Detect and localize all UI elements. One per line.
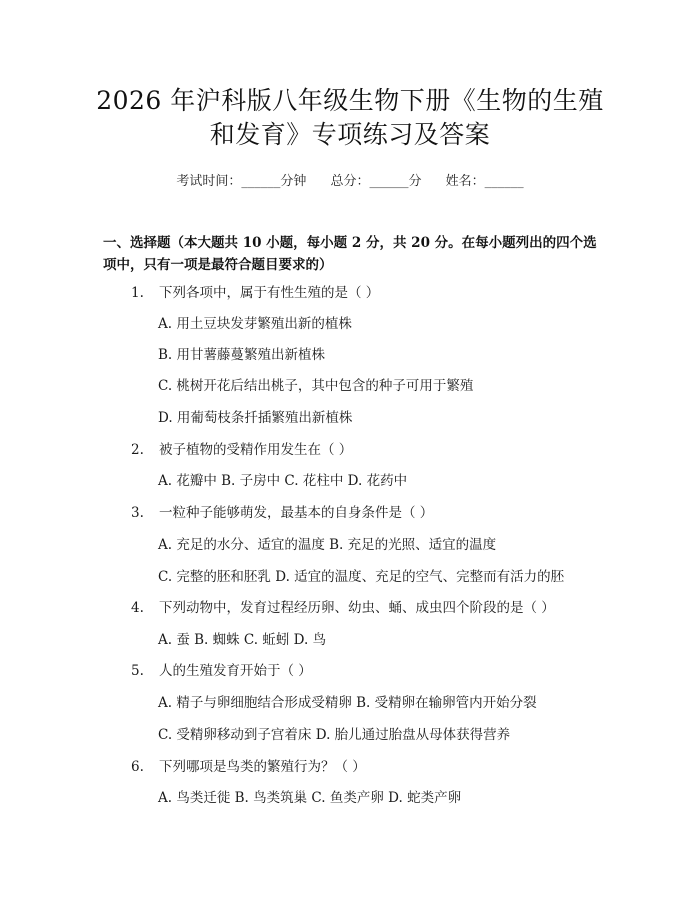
section-heading — [103, 232, 603, 276]
question-4 — [131, 599, 555, 617]
question-1-option-b: B. 用甘薯藤蔓繁殖出新植株 — [158, 347, 326, 363]
question-text: 被子植物的受精作用发生在（ ） — [159, 442, 353, 458]
page-title-line-2: 和发育》专项练习及答案 — [209, 120, 491, 149]
question-1-option-a: A. 用土豆块发芽繁殖出新的植株 — [158, 316, 352, 332]
question-5-options-line-1: A. 精子与卵细胞结合形成受精卵 B. 受精卵在输卵管内开始分裂 — [158, 695, 537, 711]
question-6-options: A. 鸟类迁徙 B. 鸟类筑巢 C. 鱼类产卵 D. 蛇类产卵 — [158, 790, 462, 806]
question-2-options: A. 花瓣中 B. 子房中 C. 花柱中 D. 花药中 — [158, 473, 408, 489]
question-text: 下列哪项是鸟类的繁殖行为？（ ） — [159, 759, 366, 775]
question-5-options-line-2: C. 受精卵移动到子宫着床 D. 胎儿通过胎盘从母体获得营养 — [158, 727, 511, 743]
question-text: 一粒种子能够萌发，最基本的自身条件是（ ） — [159, 505, 434, 521]
question-number: 3. — [131, 505, 144, 521]
question-number: 4. — [131, 600, 144, 616]
question-text: 下列各项中，属于有性生殖的是（ ） — [159, 285, 380, 301]
total-score-field: 总分：______分 — [330, 174, 422, 189]
exam-time-field: 考试时间：______分钟 — [176, 174, 307, 189]
question-text: 下列动物中，发育过程经历卵、幼虫、蛹、成虫四个阶段的是（ ） — [159, 600, 555, 616]
question-text: 人的生殖发育开始于（ ） — [159, 663, 312, 679]
section-heading-line-1: 一、选择题（本大题共 10 小题，每小题 2 分，共 20 分。在每小题列出的四个选 — [103, 235, 597, 251]
question-number: 1. — [131, 285, 144, 301]
question-6 — [131, 758, 366, 776]
question-1-option-c: C. 桃树开花后结出桃子，其中包含的种子可用于繁殖 — [158, 378, 474, 394]
question-3 — [131, 504, 433, 522]
question-3-options-line-1: A. 充足的水分、适宜的温度 B. 充足的光照、适宜的温度 — [158, 537, 497, 553]
question-number: 6. — [131, 759, 144, 775]
question-number: 2. — [131, 442, 144, 458]
question-1 — [131, 284, 379, 302]
question-1-option-d: D. 用葡萄枝条扦插繁殖出新植株 — [158, 410, 353, 426]
question-3-options-line-2: C. 完整的胚和胚乳 D. 适宜的温度、充足的空气、完整而有活力的胚 — [158, 569, 565, 585]
page-title-line-1: 2026 年沪科版八年级生物下册《生物的生殖 — [96, 86, 604, 115]
section-heading-line-2: 项中，只有一项是最符合题目要求的） — [103, 257, 333, 273]
question-2 — [131, 441, 352, 459]
question-4-options: A. 蚕 B. 蜘蛛 C. 蚯蚓 D. 鸟 — [158, 632, 327, 648]
student-name-field: 姓名：______ — [445, 174, 524, 189]
question-number: 5. — [131, 663, 144, 679]
exam-meta — [0, 170, 700, 189]
question-5 — [131, 662, 312, 680]
